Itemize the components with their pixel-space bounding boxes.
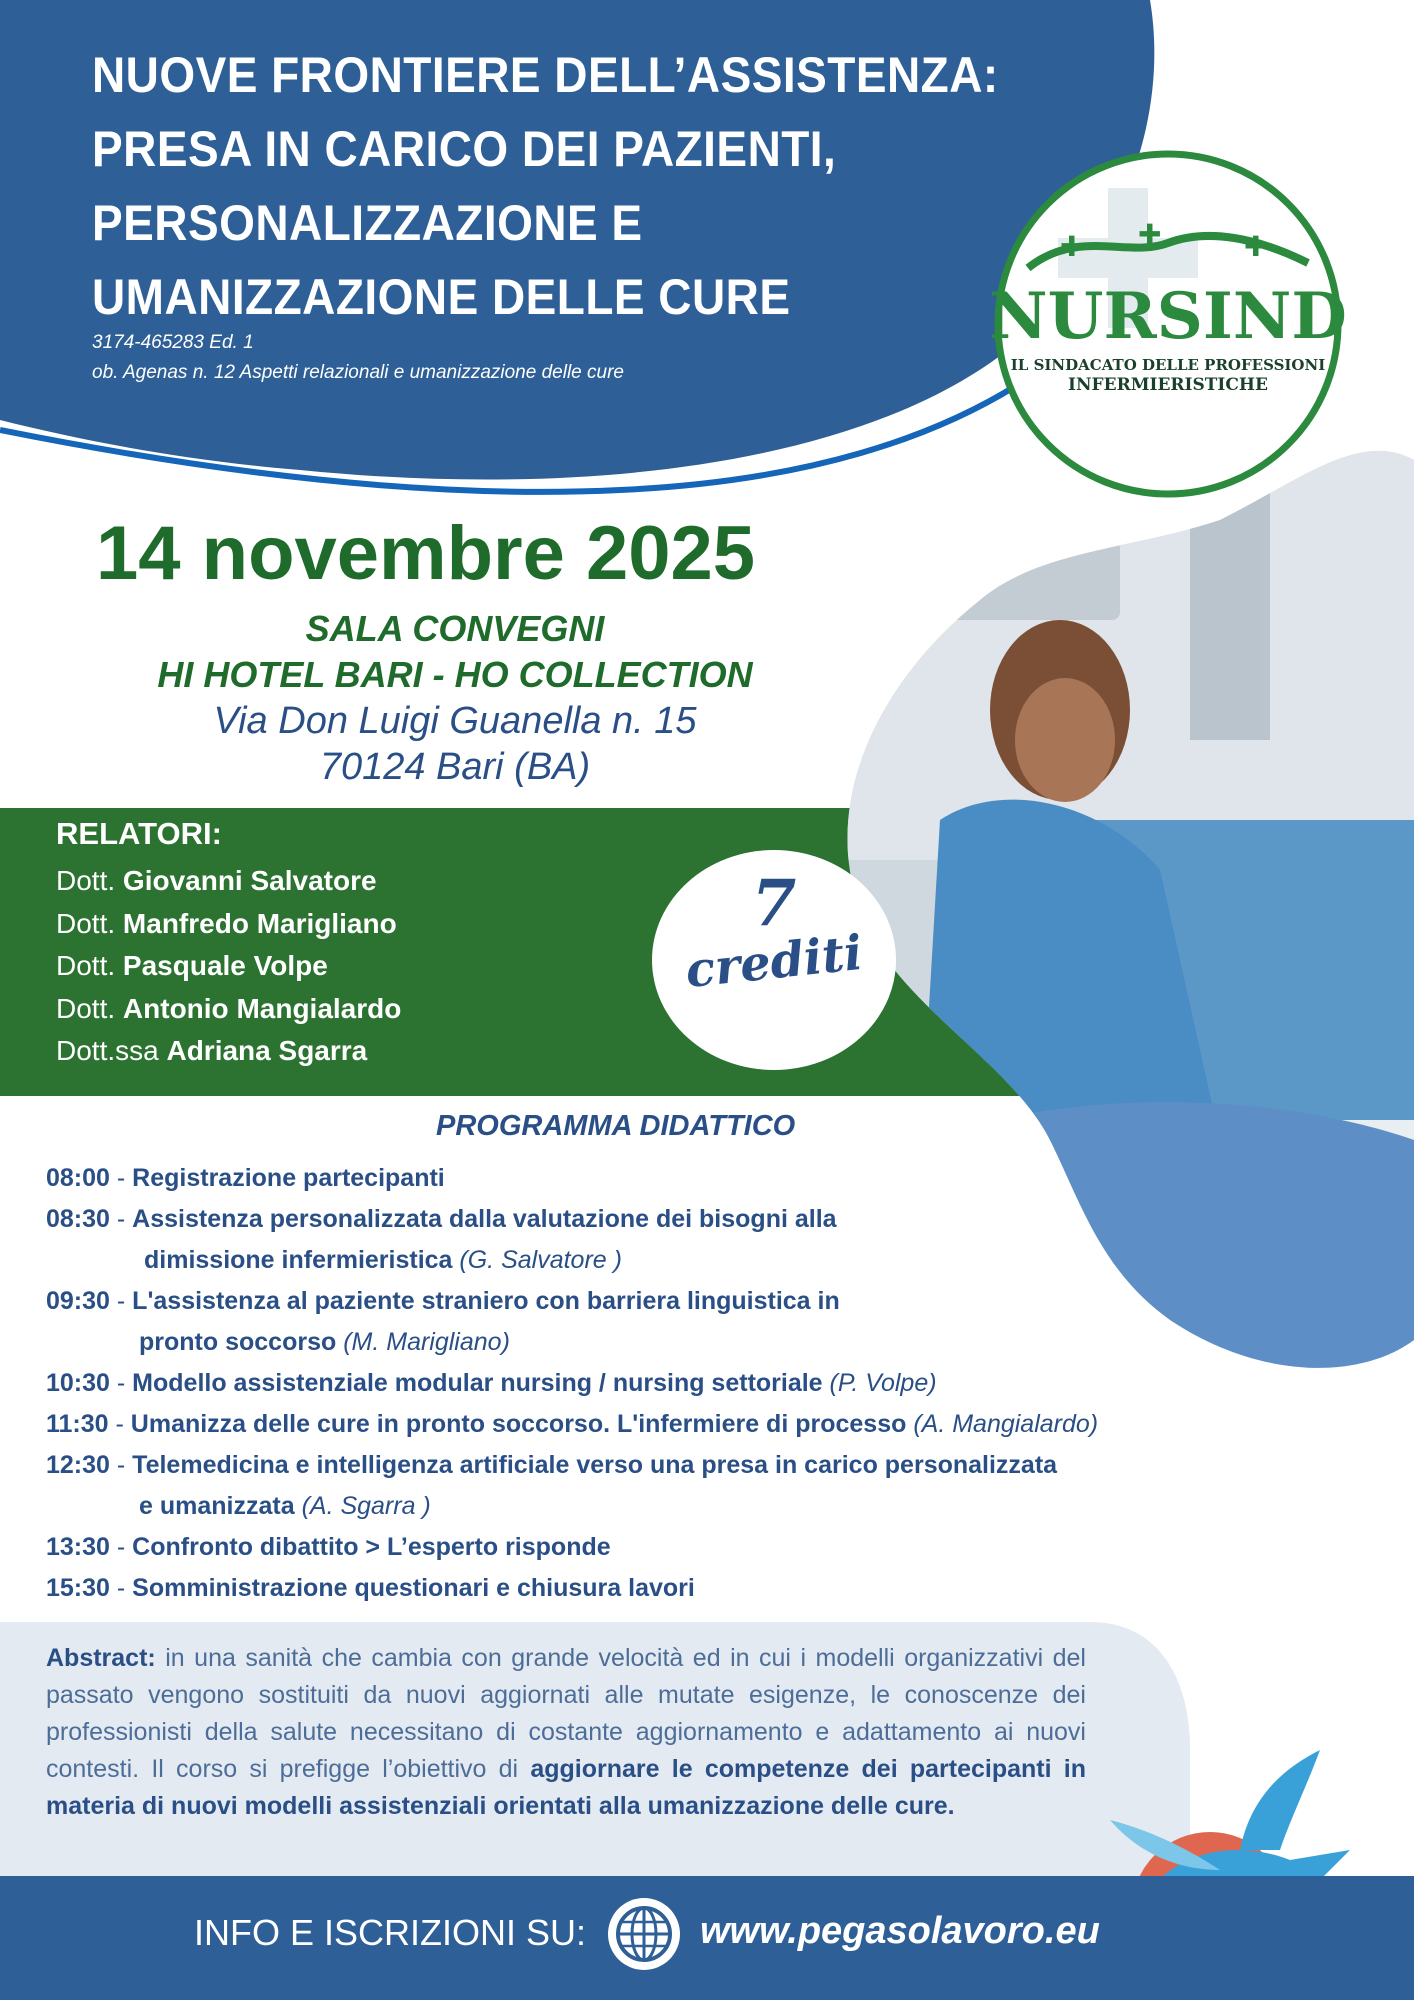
program-item: 10:30 - Modello assistenziale modular nursing / nursing settoriale (P. Volpe) — [46, 1369, 937, 1397]
speaker-item — [56, 903, 401, 946]
venue-line-2: HI HOTEL BARI - HO COLLECTION — [157, 654, 753, 695]
program-desc: Somministrazione questionari e chiusura lavori — [132, 1574, 695, 1602]
program-time: 12:30 — [46, 1451, 110, 1479]
program-item: 08:30 - Assistenza personalizzata dalla valutazione dei bisogni alla — [46, 1205, 837, 1233]
logo-name: NURSIND — [989, 279, 1347, 354]
address-line-2: 70124 Bari (BA) — [319, 746, 591, 788]
program-speaker: (M. Marigliano) — [343, 1328, 510, 1356]
program-item: 13:30 - Confronto dibattito > L’esperto risponde — [46, 1533, 611, 1561]
venue-line-1: SALA CONVEGNI — [305, 608, 605, 649]
svg-text:✚: ✚ — [1138, 218, 1162, 251]
program-desc: Modello assistenziale modular nursing / nursing settoriale — [132, 1369, 823, 1397]
speaker-name: Manfredo Marigliano — [122, 907, 397, 939]
event-date: 14 novembre 2025 — [96, 511, 756, 596]
program-speaker: (A. Mangialardo) — [913, 1410, 1099, 1438]
speaker-title: Dott.ssa — [56, 1035, 159, 1066]
program-speaker: (A. Sgarra ) — [301, 1492, 431, 1520]
event-venue — [120, 606, 790, 790]
speaker-name: Giovanni Salvatore — [122, 865, 377, 896]
program-item: 08:00 - Registrazione partecipanti — [46, 1164, 445, 1192]
program-heading: PROGRAMMA DIDATTICO — [436, 1110, 796, 1142]
speaker-item — [56, 860, 401, 903]
program-desc: Registrazione partecipanti — [132, 1164, 445, 1192]
speaker-item — [56, 988, 401, 1031]
program-speaker: (G. Salvatore ) — [459, 1246, 622, 1274]
logo-subtitle-2: INFERMIERISTICHE — [1068, 375, 1268, 395]
program-time: 11:30 — [46, 1410, 109, 1438]
program-desc: Umanizza delle cure in pronto soccorso. L'infermiere di processo — [130, 1410, 907, 1438]
credits-label: crediti — [682, 924, 866, 1000]
program-time: 08:00 — [46, 1164, 110, 1192]
program-item: 09:30 - L'assistenza al paziente straniero con barriera linguistica in — [46, 1287, 840, 1315]
svg-text:✚: ✚ — [1244, 230, 1268, 263]
program-item-continuation — [46, 1322, 1098, 1363]
logo-subtitle-1: IL SINDACATO DELLE PROFESSIONI — [1010, 356, 1326, 374]
speaker-title: Dott. — [56, 950, 116, 981]
page-title — [92, 38, 1012, 334]
speaker-title: Dott. — [56, 865, 116, 896]
program-time: 08:30 — [46, 1205, 110, 1233]
program-desc: Assistenza personalizzata dalla valutazione dei bisogni alla — [132, 1205, 837, 1233]
program-desc-cont: pronto soccorso — [139, 1328, 337, 1356]
program-time: 13:30 — [46, 1533, 110, 1561]
title-line-3: PERSONALIZZAZIONE E — [92, 195, 643, 251]
speaker-name: Antonio Mangialardo — [122, 992, 402, 1024]
globe-icon — [604, 1894, 684, 1974]
program-desc: Telemedicina e intelligenza artificiale verso una presa in carico personalizzata — [132, 1451, 1058, 1479]
course-code-line-1: 3174-465283 Ed. 1 — [92, 332, 254, 353]
program-item: 12:30 - Telemedicina e intelligenza artificiale verso una presa in carico personalizzata — [46, 1451, 1058, 1479]
abstract-text — [46, 1640, 1086, 1825]
speaker-name: Pasquale Volpe — [122, 950, 328, 981]
program-time: 10:30 — [46, 1369, 110, 1397]
program-list — [46, 1158, 1098, 1609]
abstract-bold: aggiornare le competenze dei partecipanti in materia di nuovi modelli assistenziali orientati alla umanizzazione delle cure. — [46, 1755, 1086, 1820]
address-line-1: Via Don Luigi Guanella n. 15 — [213, 700, 697, 742]
speaker-name: Adriana Sgarra — [166, 1035, 368, 1066]
abstract-label: Abstract: — [46, 1644, 156, 1672]
title-line-4: UMANIZZAZIONE DELLE CURE — [92, 269, 791, 325]
speaker-title: Dott. — [56, 992, 116, 1024]
speaker-item — [56, 1030, 401, 1073]
program-desc-cont: e umanizzata — [139, 1492, 295, 1520]
credits-number: 7 — [751, 866, 797, 941]
course-code — [92, 328, 624, 388]
program-item-continuation — [46, 1486, 1098, 1527]
program-speaker: (P. Volpe) — [829, 1369, 937, 1397]
footer-info-label: INFO E ISCRIZIONI SU: — [194, 1912, 587, 1953]
program-time: 09:30 — [46, 1287, 110, 1315]
website-link[interactable]: www.pegasolavoro.eu — [700, 1910, 1100, 1952]
program-desc: L'assistenza al paziente straniero con barriera linguistica in — [132, 1287, 840, 1315]
speaker-item — [56, 945, 401, 988]
credits-badge — [652, 850, 896, 1070]
program-time: 15:30 — [46, 1574, 110, 1602]
program-item-continuation — [46, 1240, 1098, 1281]
title-line-1: NUOVE FRONTIERE DELL’ASSISTENZA: — [92, 47, 999, 103]
title-line-2: PRESA IN CARICO DEI PAZIENTI, — [92, 121, 837, 177]
nursind-logo — [988, 148, 1348, 498]
program-item: 15:30 - Somministrazione questionari e chiusura lavori — [46, 1574, 695, 1602]
program-item: 11:30 - Umanizza delle cure in pronto soccorso. L'infermiere di processo (A. Mangialardo) — [46, 1410, 1099, 1438]
speakers-section — [56, 816, 401, 1073]
speaker-title: Dott. — [56, 907, 116, 939]
svg-text:✚: ✚ — [1060, 230, 1084, 263]
speakers-heading: RELATORI: — [56, 816, 222, 851]
program-desc: Confronto dibattito > L’esperto risponde — [132, 1533, 611, 1561]
abstract-body: in una sanità che cambia con grande velocità ed in cui i modelli organizzativi del passato vengono sostituiti da nuovi aggiornati alle mutate esigenze, le conoscenze dei professionisti della salute necessitano di costante aggiornamento e adattamento ai nuovi contesti. Il corso si prefigge l’obiettivo di — [46, 1644, 1086, 1783]
program-desc-cont: dimissione infermieristica — [144, 1246, 453, 1274]
course-code-line-2: ob. Agenas n. 12 Aspetti relazionali e umanizzazione delle cure — [92, 362, 624, 383]
